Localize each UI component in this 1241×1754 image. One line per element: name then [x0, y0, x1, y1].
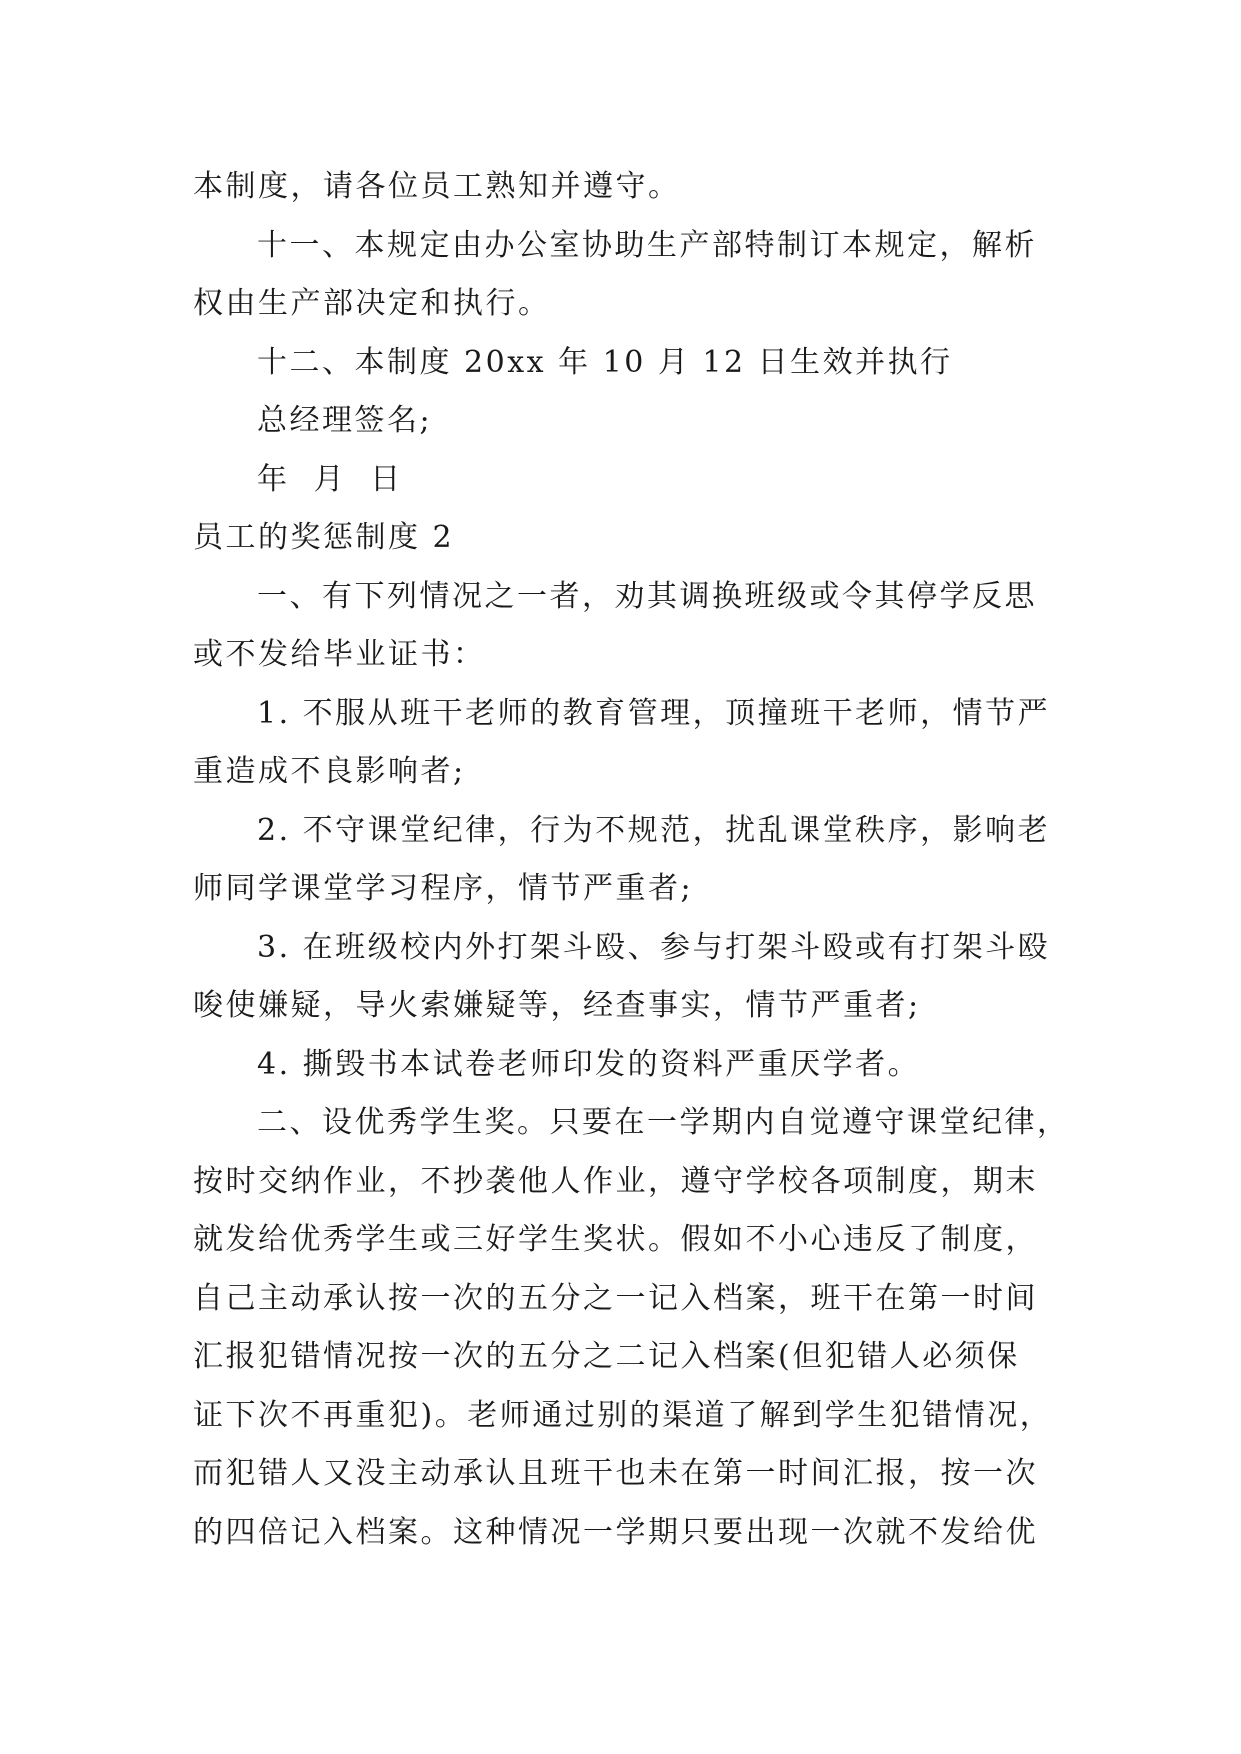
list-item: 3. 在班级校内外打架斗殴、参与打架斗殴或有打架斗殴	[257, 929, 1051, 965]
list-item: 2. 不守课堂纪律，行为不规范，扰乱课堂秩序，影响老	[257, 812, 1051, 848]
signature-line: 总经理签名;	[257, 403, 433, 438]
text-line: 的四倍记入档案。这种情况一学期只要出现一次就不发给优	[193, 1514, 1038, 1550]
text-line: 十二、本制度 20xx 年 10 月 12 日生效并执行	[257, 344, 953, 380]
text-line: 重造成不良影响者;	[193, 754, 466, 789]
text-line: 证下次不再重犯)。老师通过别的渠道了解到学生犯错情况，	[193, 1397, 1053, 1433]
document-body	[193, 158, 1073, 1562]
text-line: 十一、本规定由办公室协助生产部特制订本规定，解析	[257, 227, 1037, 263]
text-line: 就发给优秀学生或三好学生奖状。假如不小心违反了制度，	[193, 1222, 1038, 1257]
text-line: 权由生产部决定和执行。	[193, 286, 551, 321]
section-title: 员工的奖惩制度 2	[193, 520, 455, 555]
list-item: 1. 不服从班干老师的教育管理，顶撞班干老师，情节严	[257, 695, 1051, 731]
text-line: 或不发给毕业证书：	[193, 637, 486, 672]
text-line: 本制度，请各位员工熟知并遵守。	[193, 169, 681, 204]
date-line: 年 月 日	[257, 461, 403, 497]
text-line: 汇报犯错情况按一次的五分之二记入档案(但犯错人必须保	[193, 1339, 1020, 1374]
text-line: 而犯错人又没主动承认且班干也未在第一时间汇报，按一次	[193, 1456, 1038, 1491]
text-line: 自己主动承认按一次的五分之一记入档案，班干在第一时间	[193, 1280, 1038, 1316]
text-line: 唆使嫌疑，导火索嫌疑等，经查事实，情节严重者;	[193, 988, 921, 1023]
list-item: 4. 撕毁书本试卷老师印发的资料严重厌学者。	[257, 1046, 921, 1082]
text-line: 一、有下列情况之一者，劝其调换班级或令其停学反思	[257, 578, 1037, 614]
text-line: 按时交纳作业，不抄袭他人作业，遵守学校各项制度，期末	[193, 1163, 1038, 1199]
text-line: 二、设优秀学生奖。只要在一学期内自觉遵守课堂纪律，	[257, 1105, 1070, 1140]
text-line: 师同学课堂学习程序，情节严重者;	[193, 871, 694, 906]
